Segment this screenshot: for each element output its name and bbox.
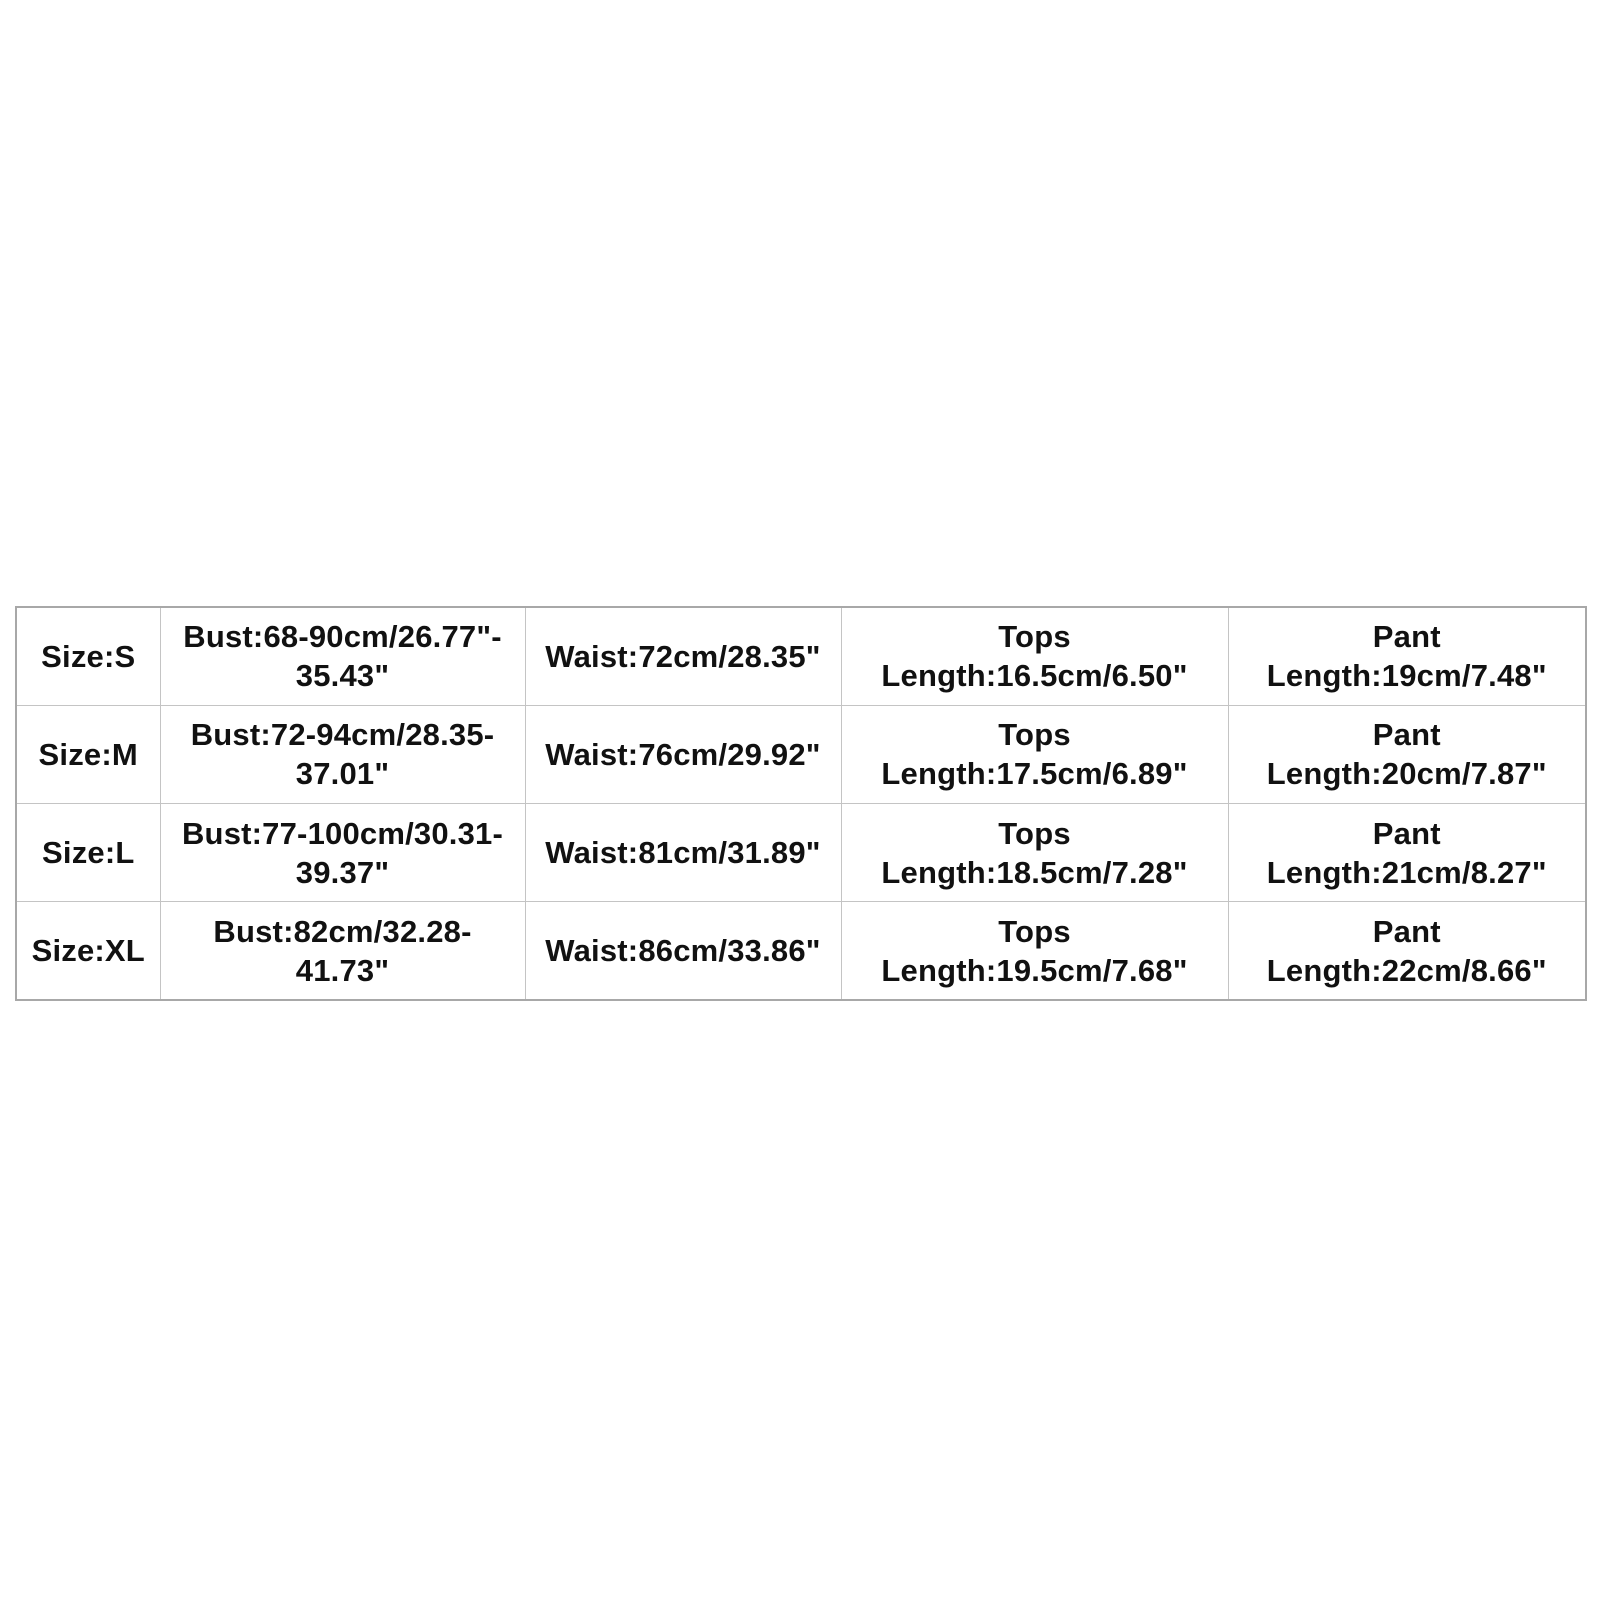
tops-length-cell: Tops Length:18.5cm/7.28" <box>841 804 1228 902</box>
table-row <box>16 902 1586 1000</box>
size-cell: Size:S <box>16 607 160 705</box>
tops-length-cell: Tops Length:17.5cm/6.89" <box>841 705 1228 803</box>
pant-length-cell: Pant Length:22cm/8.66" <box>1228 902 1586 1000</box>
size-chart-table <box>15 606 1587 1001</box>
table-row <box>16 804 1586 902</box>
tops-length-cell: Tops Length:19.5cm/7.68" <box>841 902 1228 1000</box>
waist-cell: Waist:72cm/28.35" <box>525 607 841 705</box>
size-cell: Size:XL <box>16 902 160 1000</box>
tops-length-cell: Tops Length:16.5cm/6.50" <box>841 607 1228 705</box>
waist-cell: Waist:81cm/31.89" <box>525 804 841 902</box>
waist-cell: Waist:76cm/29.92" <box>525 705 841 803</box>
table-row <box>16 607 1586 705</box>
table-row <box>16 705 1586 803</box>
size-cell: Size:L <box>16 804 160 902</box>
pant-length-cell: Pant Length:20cm/7.87" <box>1228 705 1586 803</box>
waist-cell: Waist:86cm/33.86" <box>525 902 841 1000</box>
bust-cell: Bust:82cm/32.28- 41.73" <box>160 902 525 1000</box>
size-cell: Size:M <box>16 705 160 803</box>
pant-length-cell: Pant Length:21cm/8.27" <box>1228 804 1586 902</box>
bust-cell: Bust:72-94cm/28.35- 37.01" <box>160 705 525 803</box>
bust-cell: Bust:68-90cm/26.77"- 35.43" <box>160 607 525 705</box>
bust-cell: Bust:77-100cm/30.31- 39.37" <box>160 804 525 902</box>
pant-length-cell: Pant Length:19cm/7.48" <box>1228 607 1586 705</box>
